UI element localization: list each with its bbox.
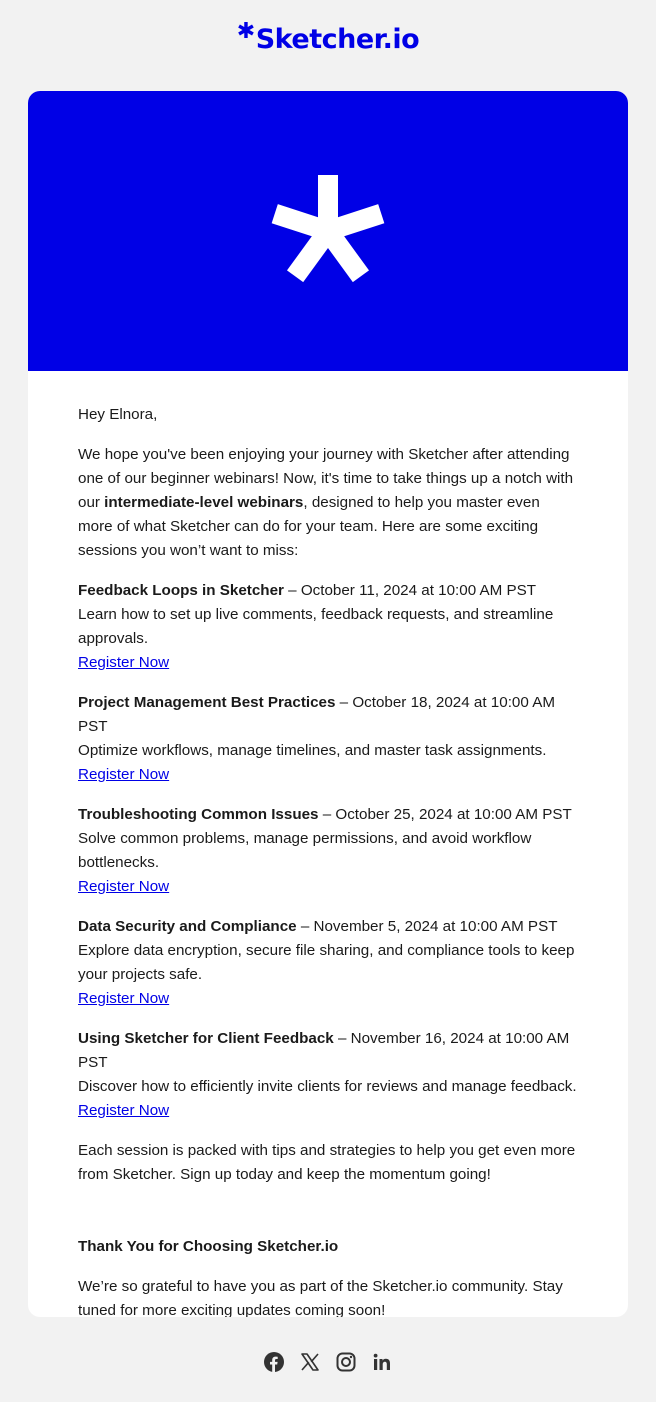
intro-bold: intermediate-level webinars [104, 494, 304, 511]
intro-text-2: , designed to help you master even more of what Sketcher can do for your team. Here are some exciting sessions you won’t want to miss: [78, 494, 540, 559]
thanks-heading: Thank You for Choosing Sketcher.io [78, 1238, 339, 1255]
session-item [78, 1027, 578, 1123]
session-title: Troubleshooting Common Issues [78, 806, 319, 823]
brand-name: Sketcher.io [255, 24, 420, 55]
closing-paragraph: Each session is packed with tips and strategies to help you get even more from Sketcher. Sign up today and keep the momentum going! [78, 1142, 576, 1183]
instagram-icon[interactable] [336, 1352, 356, 1372]
email-card [28, 91, 628, 1317]
session-item [78, 915, 578, 1011]
thanks-paragraph: We’re so grateful to have you as part of the Sketcher.io community. Stay tuned for more exciting updates coming soon! [78, 1278, 563, 1317]
facebook-icon[interactable] [264, 1352, 284, 1372]
session-date: – October 25, 2024 at 10:00 AM PST [318, 806, 572, 823]
session-title: Data Security and Compliance [78, 918, 297, 935]
session-date: – October 11, 2024 at 10:00 AM PST [283, 582, 537, 599]
session-date: – October 18, 2024 at 10:00 AM PST [78, 694, 555, 735]
session-title: Feedback Loops in Sketcher [78, 582, 284, 599]
session-description: Discover how to efficiently invite clients for reviews and manage feedback. [78, 1078, 577, 1095]
social-footer [0, 1352, 656, 1372]
asterisk-icon: ✱ [236, 19, 255, 44]
hero-banner [28, 91, 628, 371]
session-title: Project Management Best Practices [78, 694, 336, 711]
register-now-link[interactable]: Register Now [78, 1102, 170, 1119]
email-header [0, 0, 656, 90]
hero-asterisk-icon [268, 171, 388, 291]
intro-paragraph [78, 443, 578, 563]
session-item [78, 579, 578, 675]
linkedin-icon[interactable] [372, 1352, 392, 1372]
session-description: Solve common problems, manage permissions, and avoid workflow bottlenecks. [78, 830, 532, 871]
register-now-link[interactable]: Register Now [78, 878, 170, 895]
register-now-link[interactable]: Register Now [78, 990, 170, 1007]
brand-logo[interactable] [0, 19, 656, 55]
register-now-link[interactable]: Register Now [78, 654, 170, 671]
session-description: Explore data encryption, secure file sharing, and compliance tools to keep your projects safe. [78, 942, 575, 983]
session-description: Optimize workflows, manage timelines, and master task assignments. [78, 742, 547, 759]
email-body [28, 371, 628, 1317]
session-title: Using Sketcher for Client Feedback [78, 1030, 334, 1047]
greeting: Hey Elnora, [78, 406, 158, 423]
register-now-link[interactable]: Register Now [78, 766, 170, 783]
session-description: Learn how to set up live comments, feedback requests, and streamline approvals. [78, 606, 554, 647]
session-item [78, 691, 578, 787]
x-icon[interactable] [300, 1352, 320, 1372]
intro-text-1: We hope you've been enjoying your journey with Sketcher after attending one of our beginner webinars! Now, it's time to take things up a notch with our [78, 446, 574, 511]
session-date: – November 16, 2024 at 10:00 AM PST [78, 1030, 570, 1071]
session-date: – November 5, 2024 at 10:00 AM PST [296, 918, 558, 935]
session-item [78, 803, 578, 899]
